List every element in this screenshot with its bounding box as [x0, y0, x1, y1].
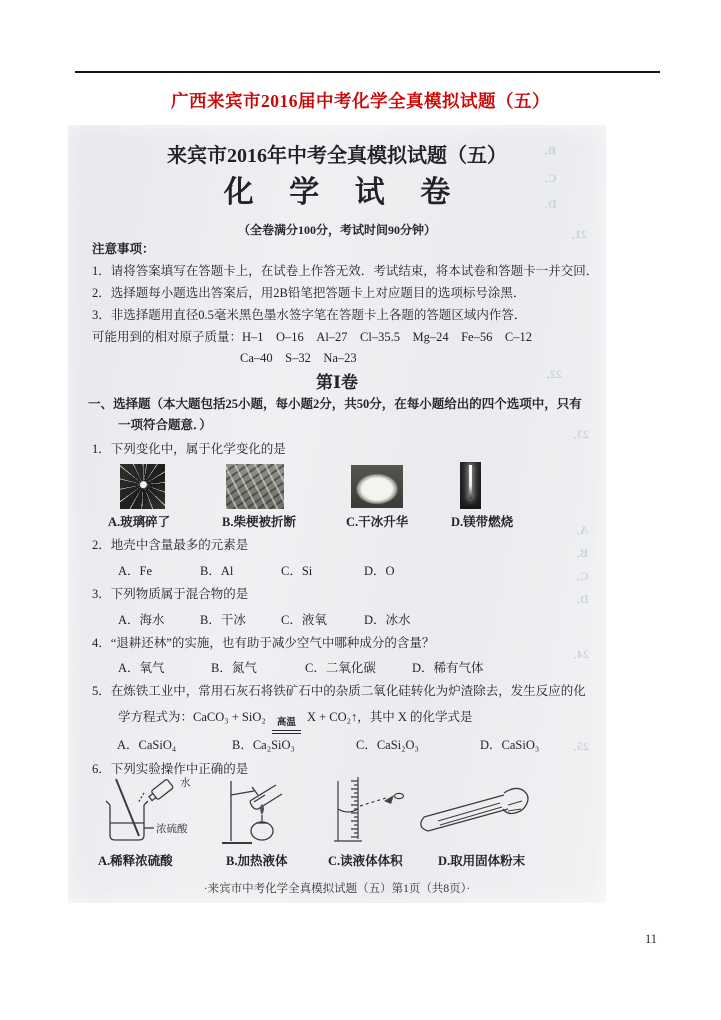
- bleedthrough-text: 21．: [563, 227, 588, 241]
- bleedthrough-text: B．: [568, 546, 589, 560]
- doc-title: 广西来宾市2016届中考化学全真模拟试题（五）: [171, 91, 550, 111]
- photo-magnesium-burn: [460, 462, 481, 509]
- photo-label-b: B.柴梗被折断: [222, 515, 296, 529]
- heat-liquid-drawing: [218, 775, 308, 853]
- question-6-stem: 6．下列实验操作中正确的是: [92, 762, 249, 776]
- photo-broken-glass: [120, 464, 165, 509]
- option-label: D．CaSiO₃: [480, 738, 540, 752]
- read-volume-drawing: [322, 775, 408, 853]
- take-powder-drawing: [412, 775, 534, 853]
- bleedthrough-text: 23．: [565, 427, 590, 441]
- section-intro-line-1: 一、选择题（本大题包括25小题，每小题2分，共50分，在每小题给出的四个选项中，只有: [88, 397, 582, 411]
- exam-title: 来宾市2016年中考全真模拟试题（五）: [167, 145, 507, 167]
- question-5-equation: [118, 707, 473, 734]
- exam-scan: [68, 125, 606, 903]
- option-label: C．Si: [281, 564, 313, 578]
- notice-item-1: 1．请将答案填写在答题卡上，在试卷上作答无效．考试结束，将本试卷和答题卡一并交回．: [92, 264, 599, 278]
- dilute-acid-drawing: [96, 775, 208, 853]
- option-label: B．氮气: [211, 661, 257, 675]
- photo-label-a: A.玻璃碎了: [108, 515, 171, 529]
- subject-title: 化 学 试 卷: [223, 176, 465, 209]
- figure-dilute-acid: [96, 775, 208, 853]
- photo-label-d: D.镁带燃烧: [451, 515, 514, 529]
- option-label: C．液氧: [281, 613, 327, 627]
- question-3-stem: 3．下列物质属于混合物的是: [92, 587, 249, 601]
- bleedthrough-text: D．: [536, 197, 557, 211]
- option-label: A．CaSiO₄: [117, 738, 177, 752]
- notice-heading: 注意事项：: [92, 242, 155, 256]
- page-number: 11: [645, 932, 658, 946]
- option-label: C．二氧化碳: [305, 661, 376, 675]
- question-1-stem: 1．下列变化中，属于化学变化的是: [92, 442, 286, 456]
- part-heading: 第Ⅰ卷: [316, 373, 358, 392]
- figure-label-c: C.读液体体积: [328, 854, 403, 868]
- figure-label-b: B.加热液体: [226, 854, 288, 868]
- equation-condition: 高温: [272, 719, 301, 734]
- atomic-mass-line-2: Ca–40 S–32 Na–23: [240, 351, 357, 365]
- bleedthrough-text: B．: [536, 143, 557, 157]
- bleedthrough-text: C．: [568, 569, 589, 583]
- exam-meta: （全卷满分100分，考试时间90分钟）: [237, 223, 436, 237]
- equation-prefix: 学方程式为：CaCO₃ + SiO₂: [118, 710, 266, 724]
- annotation-water: 水: [180, 778, 191, 789]
- notice-item-2: 2．选择题每小题选出答案后，用2B铅笔把答题卡上对应题目的选项标号涂黑．: [92, 286, 526, 300]
- option-label: B．Al: [200, 564, 234, 578]
- bleedthrough-text: D．: [568, 592, 589, 606]
- option-label: C．CaSi₂O₃: [356, 738, 419, 752]
- option-label: A．Fe: [118, 564, 153, 578]
- bleedthrough-text: C．: [536, 171, 557, 185]
- page-footer: ·来宾市中考化学全真模拟试题（五）第1页（共8页）·: [203, 883, 471, 895]
- figure-label-d: D.取用固体粉末: [438, 854, 526, 868]
- bleedthrough-text: 24．: [565, 647, 590, 661]
- option-label: D．稀有气体: [412, 661, 484, 675]
- photo-dry-ice: [351, 465, 403, 508]
- question-5-stem: 5．在炼铁工业中，常用石灰石将铁矿石中的杂质二氧化硅转化为炉渣除去，发生反应的化: [92, 684, 586, 698]
- option-label: A．海水: [118, 613, 165, 627]
- top-divider: [75, 71, 660, 73]
- figure-label-a: A.稀释浓硫酸: [98, 854, 173, 868]
- option-label: B．干冰: [200, 613, 246, 627]
- equation-suffix: X + CO₂↑，其中 X 的化学式是: [306, 710, 473, 724]
- photo-broken-twigs: [226, 464, 284, 509]
- option-label: A．氧气: [118, 661, 165, 675]
- option-label: D．O: [364, 564, 395, 578]
- bleedthrough-text: 25．: [565, 739, 590, 753]
- figure-take-powder: [412, 775, 534, 853]
- bleedthrough-text: 22．: [538, 367, 563, 381]
- bleedthrough-text: A．: [568, 523, 589, 537]
- section-intro-line-2: 一项符合题意．）: [118, 418, 212, 432]
- notice-item-3: 3．非选择题用直径0.5毫米黑色墨水签字笔在答题卡上各题的答题区域内作答．: [92, 308, 527, 322]
- figure-read-volume: [322, 775, 408, 853]
- figure-heat-liquid: [218, 775, 308, 853]
- atomic-mass-line-1: 可能用到的相对原子质量：H–1 O–16 Al–27 Cl–35.5 Mg–24 Fe–56 C–12: [92, 330, 532, 344]
- annotation-acid: 浓硫酸: [156, 824, 188, 835]
- question-4-stem: 4．“退耕还林”的实施，也有助于减少空气中哪种成分的含量？: [92, 636, 435, 650]
- option-label: B．Ca₂SiO₃: [232, 738, 295, 752]
- option-label: D．冰水: [364, 613, 411, 627]
- question-2-stem: 2．地壳中含量最多的元素是: [92, 538, 249, 552]
- photo-label-c: C.干冰升华: [346, 515, 409, 529]
